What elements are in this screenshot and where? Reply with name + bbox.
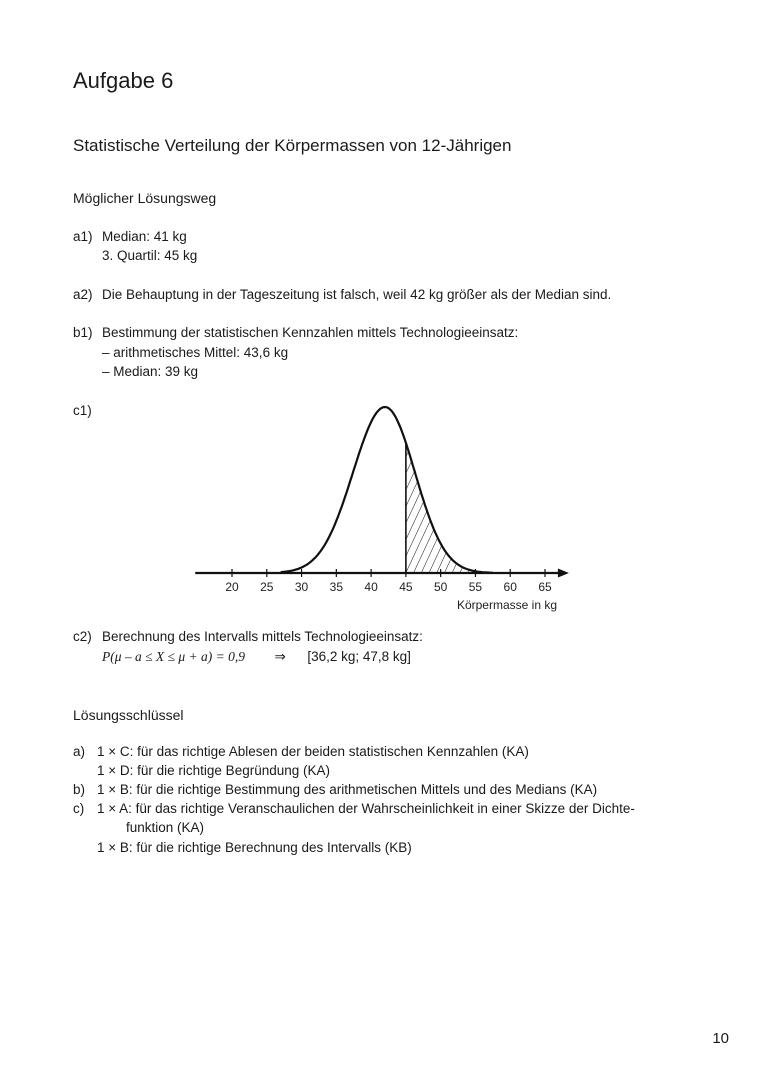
key-item: funktion (KA)	[126, 820, 205, 835]
page-title: Aufgabe 6	[73, 68, 174, 93]
a1-label: a1)	[73, 229, 93, 244]
solution-heading: Möglicher Lösungsweg	[73, 190, 217, 206]
b1-label: b1)	[73, 325, 93, 340]
key-item: 1 × B: für die richtige Berechnung des Intervalls (KB)	[97, 840, 412, 855]
page-subtitle: Statistische Verteilung der Körpermassen von 12-Jährigen	[73, 136, 512, 155]
c2-text: Berechnung des Intervalls mittels Technologieeinsatz:	[102, 629, 423, 644]
x-tick-label: 25	[260, 580, 274, 594]
x-tick-label: 30	[294, 580, 309, 594]
a2-label: a2)	[73, 287, 93, 302]
x-axis-label: Körpermasse in kg	[456, 598, 557, 612]
x-tick-label: 50	[433, 580, 448, 594]
a1-line-quartile: 3. Quartil: 45 kg	[102, 248, 198, 263]
key-item: 1 × C: für das richtige Ablesen der beiden statistischen Kennzahlen (KA)	[97, 744, 529, 759]
x-tick-label: 55	[468, 580, 483, 594]
key-label-b: b)	[73, 782, 86, 797]
key-heading: Lösungsschlüssel	[73, 707, 184, 723]
x-tick-label: 65	[538, 580, 552, 594]
interval-result: [36,2 kg; 47,8 kg]	[307, 649, 411, 664]
key-item: 1 × B: für die richtige Bestimmung des arithmetischen Mittels und des Medians (KA)	[97, 782, 598, 797]
key-item: 1 × D: für die richtige Begründung (KA)	[97, 763, 331, 778]
implication-arrow: ⇒	[274, 649, 286, 664]
density-curve	[281, 407, 493, 573]
a2-text: Die Behauptung in der Tageszeitung ist falsch, weil 42 kg größer als der Median sind.	[102, 287, 612, 302]
b1-line-intro: Bestimmung der statistischen Kennzahlen mittels Technologieeinsatz:	[102, 325, 519, 340]
x-tick-label: 20	[225, 580, 239, 594]
density-chart	[195, 395, 575, 625]
x-tick-label: 40	[364, 580, 378, 594]
page-number: 10	[712, 1030, 729, 1047]
key-item: 1 × A: für das richtige Veranschaulichen der Wahrscheinlichkeit in einer Skizze der Dichte-	[97, 801, 635, 816]
b1-line-median: – Median: 39 kg	[102, 364, 199, 379]
x-tick-label: 45	[399, 580, 413, 594]
c2-formula	[102, 649, 411, 665]
x-axis-arrow	[558, 569, 569, 578]
x-tick-label: 60	[503, 580, 517, 594]
x-tick-label: 35	[329, 580, 344, 594]
b1-line-mean: – arithmetisches Mittel: 43,6 kg	[102, 345, 289, 360]
key-label-c: c)	[73, 801, 85, 816]
shaded-probability-area	[406, 443, 483, 573]
key-label-a: a)	[73, 744, 86, 759]
c1-label: c1)	[73, 403, 92, 418]
probability-formula: P(μ – a ≤ X ≤ μ + a) = 0,9	[102, 649, 245, 664]
a1-line-median: Median: 41 kg	[102, 229, 187, 244]
c2-label: c2)	[73, 629, 92, 644]
